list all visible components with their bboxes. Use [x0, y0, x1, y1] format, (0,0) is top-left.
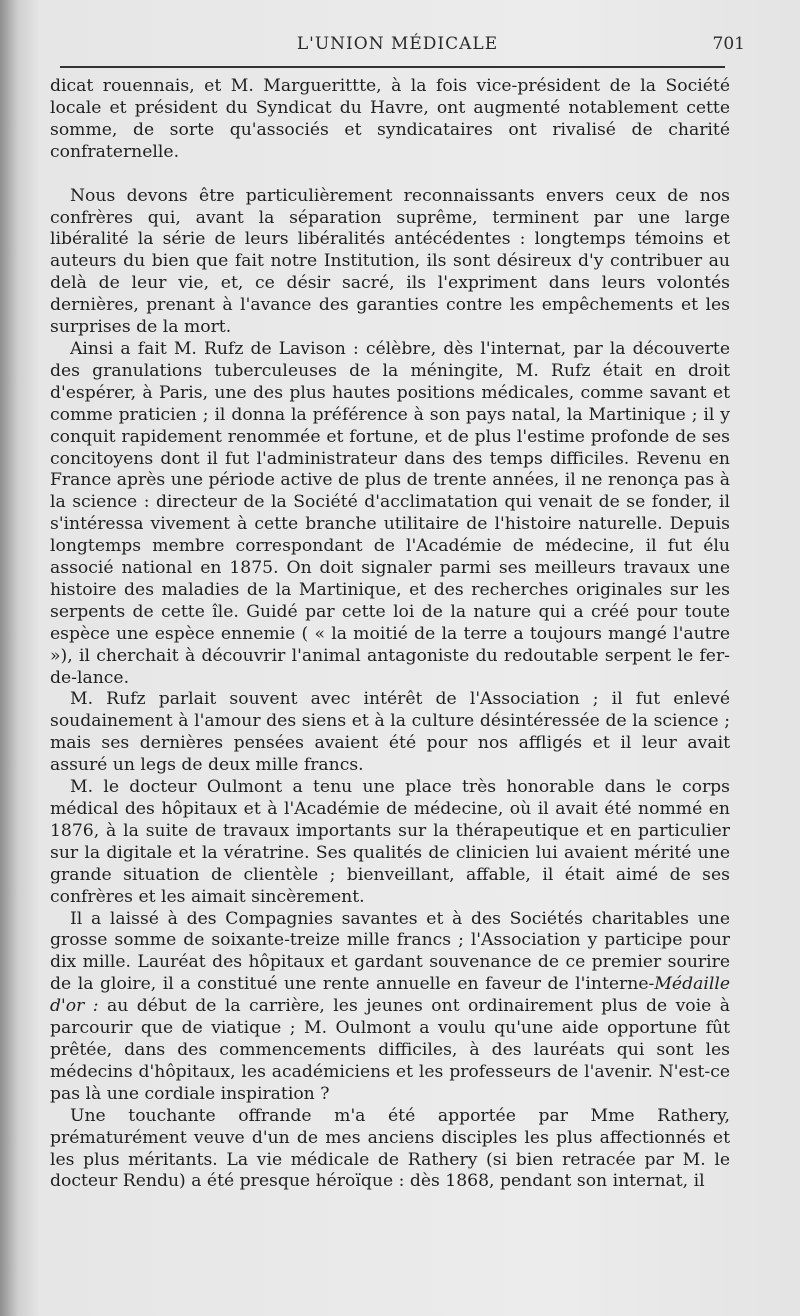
paragraph: M. Rufz parlait souvent avec intérêt de l'Association ; il fut enlevé soudainement à l'amour des siens et à la culture désintéressée de la science ; mais ses dernières pensées avaient été pour nos affligés et il leur avait assuré un legs de deux mille francs. — [50, 689, 730, 776]
paragraph — [50, 909, 730, 1106]
body-text — [50, 76, 730, 1193]
paragraph-continuation: dicat rouennais, et M. Marguerittte, à la fois vice-président de la Société locale et président du Syndicat du Havre, ont augmenté notablement cette somme, de sorte qu'associés et syndicataires ont rivalisé de charité confraternelle. — [50, 76, 730, 162]
paragraph-gap — [50, 164, 730, 186]
page-number: 701 — [712, 34, 745, 54]
paragraph-text: Il a laissé à des Compagnies savantes et à des Sociétés charitables une grosse somme de soixante-treize mille francs ; l'Association y participe pour dix mille. Lauréat des hôpitaux et gardant souvenance de ce premier sourire de la gloire, il a constitué une rente annuelle en faveur de l'interne- — [50, 908, 730, 995]
paragraph: Nous devons être particulièrement reconnaissants envers ceux de nos confrères qui, avant la séparation suprême, terminent par une large libéralité la série de leurs libéralités antécédentes : longtemps témoins et auteurs du bien que fait notre Institution, ils sont désireux d'y contribuer au delà de leur vie, et, ce désir sacré, ils l'expriment dans leurs volontés dernières, prenant à l'avance des garanties contre les empêchements et les surprises de la mort. — [50, 185, 730, 338]
header-rule — [60, 66, 725, 68]
paragraph: M. le docteur Oulmont a tenu une place très honorable dans le corps médical des hôpitaux et à l'Académie de médecine, où il avait été nommé en 1876, à la suite de travaux importants sur la thérapeutique et en particulier sur la digitale et la vératrine. Ses qualités de clinicien lui avaient mérité une grande situation de clientèle ; bienveillant, affable, il était aimé de ses confrères et les aimait sincèrement. — [50, 777, 730, 907]
page-header — [50, 30, 745, 60]
paragraph-text: au début de la carrière, les jeunes ont ordinairement plus de voie à parcourir que de viatique ; M. Oulmont a voulu qu'une aide opportune fût prêtée, dans des commencements difficiles, à des lauréats qui sont les médecins d'hôpitaux, les académiciens et les professeurs de l'avenir. N'est-ce pas là une cordiale inspiration ? — [50, 996, 730, 1104]
italic-phrase: Médaille d'or : — [50, 974, 730, 1017]
paragraph: Une touchante offrande m'a été apportée par Mme Rathery, prématurément veuve d'un de mes anciens disciples les plus affectionnés et les plus méritants. La vie médicale de Rathery (si bien retracée par M. le docteur Rendu) a été presque héroïque : dès 1868, pendant son internat, il — [50, 1105, 730, 1192]
running-head: L'UNION MÉDICALE — [296, 34, 499, 54]
paragraph: Ainsi a fait M. Rufz de Lavison : célèbre, dès l'internat, par la découverte des granulations tuberculeuses de la méningite, M. Rufz était en droit d'espérer, à Paris, une des plus hautes positions médicales, comme savant et comme praticien ; il donna la préférence à son pays natal, la Martinique ; il y conquit rapidement renommée et fortune, et de plus l'estime profonde de ses concitoyens dont il fut l'administrateur dans des temps difficiles. Revenu en France après une période active de plus de trente années, il ne renonça pas à la science : directeur de la Société d'acclimatation qui venait de se fonder, il s'intéressa vivement à cette branche utilitaire de l'histoire naturelle. Depuis longtemps membre correspondant de l'Académie de médecine, il fut élu associé national en 1875. On doit signaler parmi ses meilleurs travaux une histoire des maladies de la Martinique, et des recherches originales sur les serpents de cette île. Guidé par cette loi de la nature qui a créé pour toute espèce une espèce ennemie ( « la moitié de la terre a toujours mangé l'autre »), il cherchait à découvrir l'animal antagoniste du redoutable serpent le fer-de-lance. — [50, 338, 730, 688]
